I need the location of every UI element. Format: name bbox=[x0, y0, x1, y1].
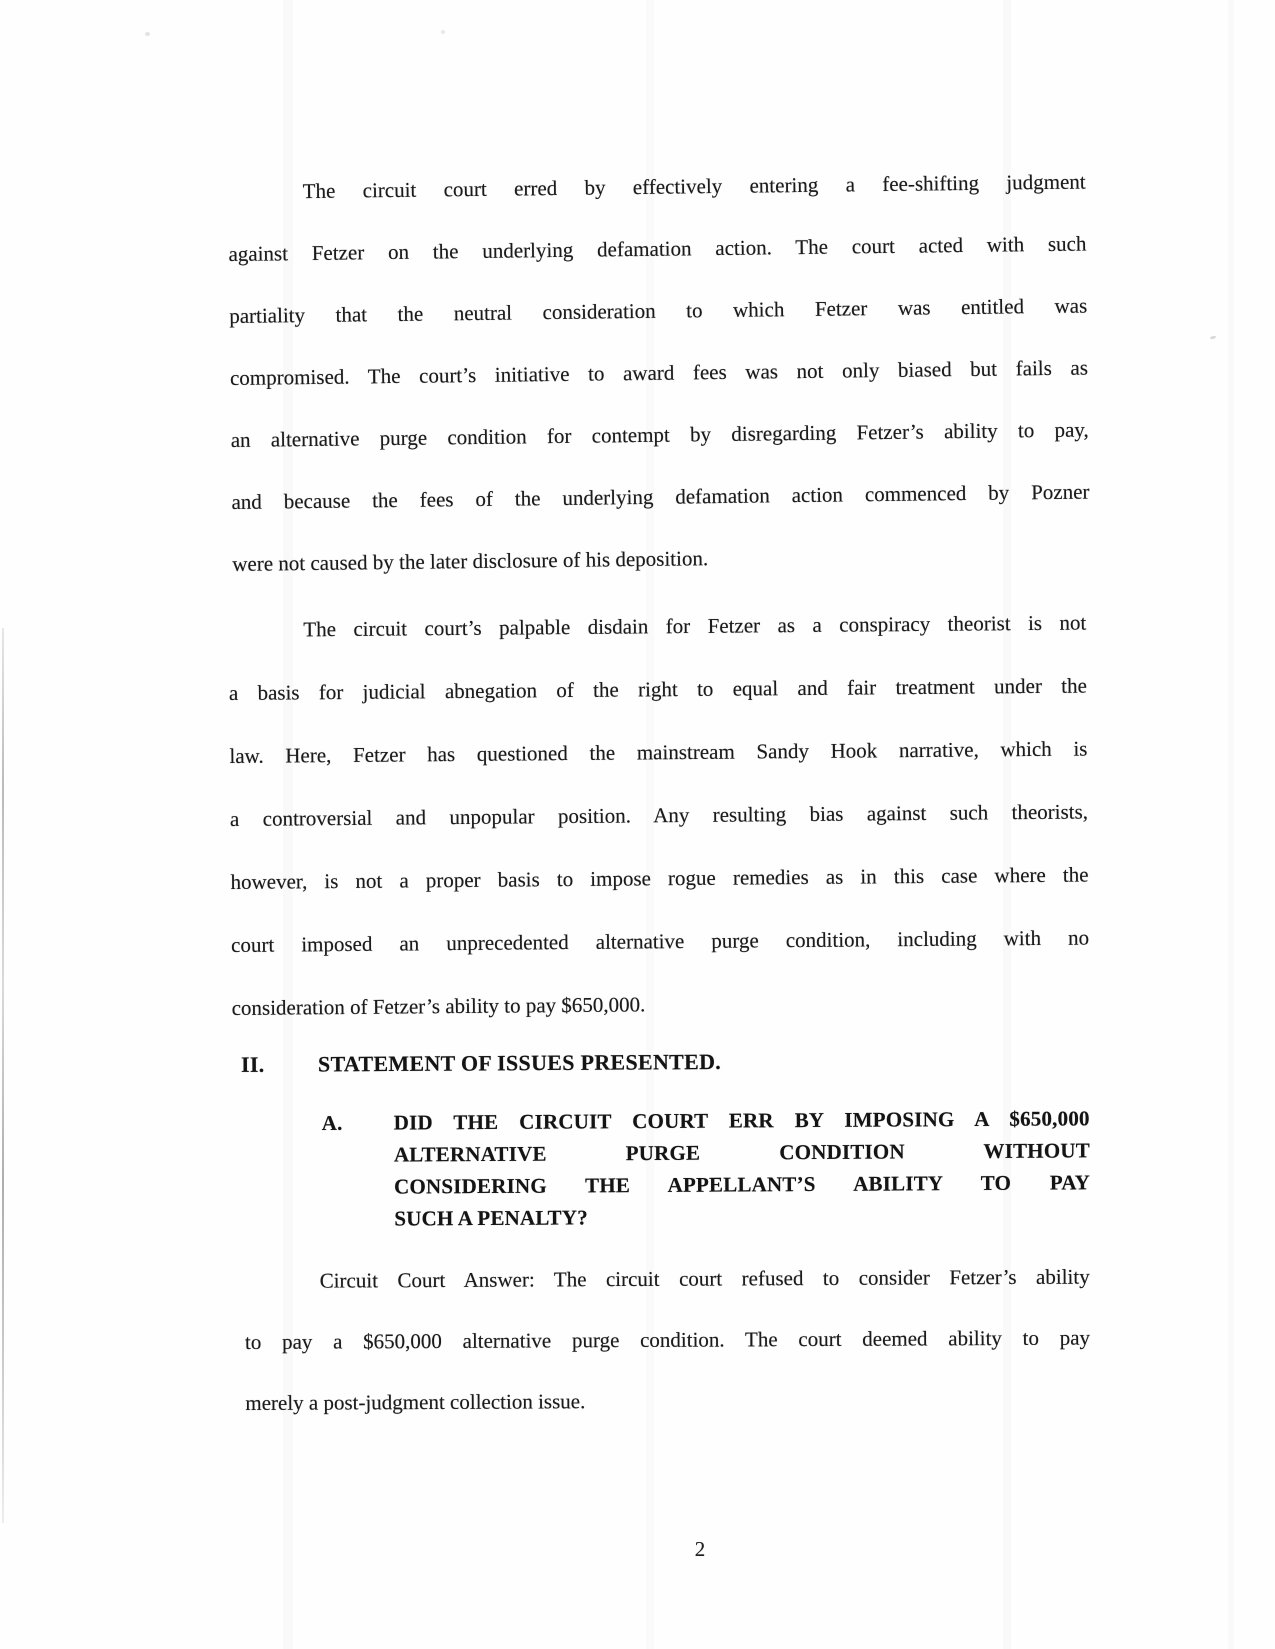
text-line: a basis for judicial abnegation of the right to equal and fair treatment under the bbox=[228, 673, 1087, 706]
h2-label: II. bbox=[240, 1051, 265, 1077]
text-line: against Fetzer on the underlying defamation action. The court acted with such bbox=[228, 231, 1087, 267]
scan-speck bbox=[145, 32, 150, 36]
text-line: CONSIDERING THE APPELLANT’S ABILITY TO PAY bbox=[394, 1170, 1091, 1199]
heading-issue-a bbox=[322, 1102, 1091, 1235]
text-line: however, is not a proper basis to impose rogue remedies as in this case where the bbox=[230, 862, 1089, 894]
page-number: 2 bbox=[694, 1537, 706, 1561]
text-line: ALTERNATIVE PURGE CONDITION WITHOUT bbox=[393, 1138, 1090, 1167]
text-line: an alternative purge condition for contempt by disregarding Fetzer’s ability to pay, bbox=[230, 417, 1089, 452]
text-line: compromised. The court’s initiative to award fees was not only biased but fails as bbox=[229, 355, 1089, 390]
scan-streak bbox=[1228, 0, 1234, 1649]
text-line: partiality that the neutral consideration to which Fetzer was entitled was bbox=[229, 293, 1088, 329]
scan-speck bbox=[1210, 335, 1217, 339]
text-line: STATEMENT OF ISSUES PRESENTED. bbox=[317, 1049, 722, 1077]
text-line: Circuit Court Answer: The circuit court refused to consider Fetzer’s ability bbox=[319, 1264, 1090, 1293]
heading-statement-of-issues bbox=[230, 1045, 1088, 1080]
text-line: to pay a $650,000 alternative purge condition. The court deemed ability to pay bbox=[244, 1325, 1091, 1354]
text-line: were not caused by the later disclosure of his deposition. bbox=[232, 546, 709, 576]
text-line: court imposed an unprecedented alternative purge condition, including with no bbox=[230, 925, 1090, 957]
text-line: a controversial and unpopular position. Any resulting bias against such theorists, bbox=[229, 799, 1089, 831]
paragraph-fee-shifting bbox=[227, 151, 1090, 595]
text-line: SUCH A PENALTY? bbox=[394, 1205, 588, 1231]
text-line: The circuit court erred by effectively entering a fee-shifting judgment bbox=[302, 169, 1086, 204]
paragraph-circuit-court-answer bbox=[245, 1247, 1091, 1434]
text-line: consideration of Fetzer’s ability to pay $650,000. bbox=[231, 992, 646, 1020]
text-line: The circuit court’s palpable disdain for Fetzer as a conspiracy theorist is not bbox=[303, 610, 1087, 642]
scan-speck bbox=[441, 30, 445, 34]
text-line: law. Here, Fetzer has questioned the mainstream Sandy Hook narrative, which is bbox=[229, 736, 1088, 769]
text-line: merely a post-judgment collection issue. bbox=[245, 1389, 586, 1415]
ha-label: A. bbox=[321, 1110, 343, 1136]
text-line: DID THE CIRCUIT COURT ERR BY IMPOSING A $650,000 bbox=[393, 1106, 1090, 1135]
scan-edge-line bbox=[2, 628, 4, 1523]
paragraph-palpable-disdain bbox=[228, 592, 1090, 1040]
text-line: and because the fees of the underlying defamation action commenced by Pozner bbox=[231, 479, 1090, 514]
